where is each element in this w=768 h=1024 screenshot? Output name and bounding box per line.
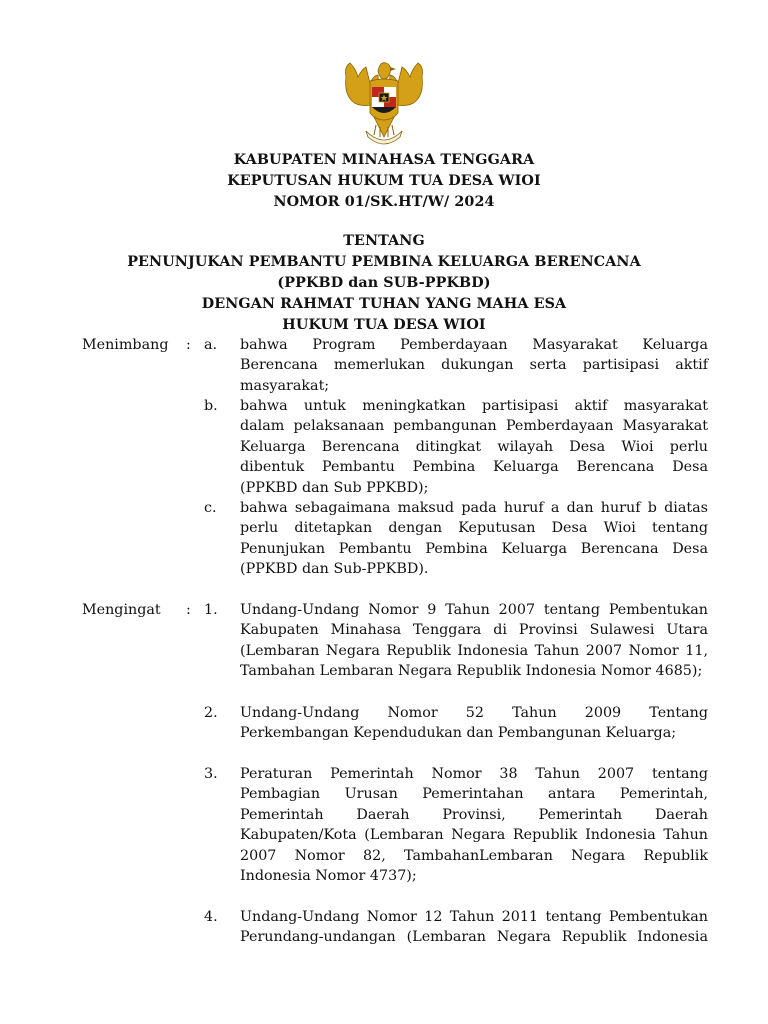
decree-subject-block [0,231,768,336]
text-line: 2007 Nomor 82, TambahanLembaran Negara Republik [240,847,708,864]
text-line: (PPKBD dan Sub-PPKBD). [240,561,429,578]
garuda-pancasila-emblem-icon [340,57,428,152]
text-line: perlu ditetapkan dengan Keputusan Desa Wioi tentang [240,520,708,537]
text-line: Perkembangan Kependudukan dan Pembangunan Keluarga; [240,725,677,742]
text-line: bahwa untuk meningkatkan partisipasi aktif masyarakat [240,398,708,414]
blessing-line: DENGAN RAHMAT TUHAN YANG MAHA ESA [201,296,567,312]
mengingat-4-marker: 4. [204,909,218,925]
text-line: Kabupaten/Kota (Lembaran Negara Republik Indonesia Tahun [240,827,708,844]
text-line: Undang-Undang Nomor 9 Tahun 2007 tentang Pembentukan [240,602,708,618]
text-line: (Lembaran Negara Republik Indonesia Tahun 2007 Nomor 11, [240,642,708,659]
subject-abbreviation: (PPKBD dan SUB-PPKBD) [277,275,491,291]
text-line: (PPKBD dan Sub PPKBD); [240,479,429,496]
document-header [0,150,768,213]
text-line: Kabupaten Minahasa Tenggara di Provinsi Sulawesi Utara [240,622,708,639]
menimbang-a-marker: a. [204,337,218,353]
menimbang-c-marker: c. [204,500,217,516]
decree-title: KEPUTUSAN HUKUM TUA DESA WIOI [227,173,541,189]
text-line: bahwa sebagaimana maksud pada huruf a dan huruf b diatas [240,500,708,516]
mengingat-label: Mengingat [82,602,161,618]
menimbang-colon: : [186,337,191,353]
official-title: HUKUM TUA DESA WIOI [282,317,486,333]
text-line: Peraturan Pemerintah Nomor 38 Tahun 2007 tentang [240,766,708,782]
text-line: Perundang-undangan (Lembaran Negara Republik Indonesia [240,929,708,946]
text-line: Keluarga Berencana ditingkat wilayah Desa Wioi perlu [240,438,708,455]
text-line: Pembagian Urusan Pemerintahan antara Pemerintah, [240,786,708,803]
regency-title: KABUPATEN MINAHASA TENGGARA [233,152,535,168]
mengingat-1-text [240,600,708,682]
text-line: bahwa Program Pemberdayaan Masyarakat Keluarga [240,337,708,353]
mengingat-colon: : [186,602,191,618]
decree-number: NOMOR 01/SK.HT/W/ 2024 [273,194,495,210]
text-line: dalam pelaksanaan pembangunan Pemberdayaan Masyarakat [240,418,708,435]
mengingat-4-text [240,907,708,948]
mengingat-3-marker: 3. [204,766,218,782]
mengingat-2-marker: 2. [204,705,218,721]
text-line: Indonesia Nomor 4737); [240,867,417,884]
text-line: Tambahan Lembaran Negara Republik Indonesia Nomor 4685); [240,663,703,680]
text-line: Penunjukan Pembantu Pembina Keluarga Berencana Desa [240,540,708,557]
menimbang-b-text [240,396,708,498]
text-line: Undang-Undang Nomor 12 Tahun 2011 tentang Pembentukan [240,909,708,925]
text-line: masyarakat; [240,377,330,394]
mengingat-2-text [240,703,708,744]
mengingat-3-text [240,764,708,886]
subject-heading: PENUNJUKAN PEMBANTU PEMBINA KELUARGA BERENCANA [127,254,641,270]
menimbang-c-text [240,498,708,580]
text-line: Pemerintah Daerah Provinsi, Pemerintah Daerah [240,806,708,823]
text-line: dibentuk Pembantu Pembina Keluarga Berencana Desa [240,459,708,476]
mengingat-1-marker: 1. [204,602,218,618]
about-heading: TENTANG [343,233,425,249]
menimbang-label: Menimbang [82,337,169,353]
menimbang-a-text [240,335,708,396]
text-line: Undang-Undang Nomor 52 Tahun 2009 Tentang [240,705,708,721]
text-line: Berencana memerlukan dukungan serta partisipasi aktif [240,357,708,374]
menimbang-b-marker: b. [204,398,218,414]
